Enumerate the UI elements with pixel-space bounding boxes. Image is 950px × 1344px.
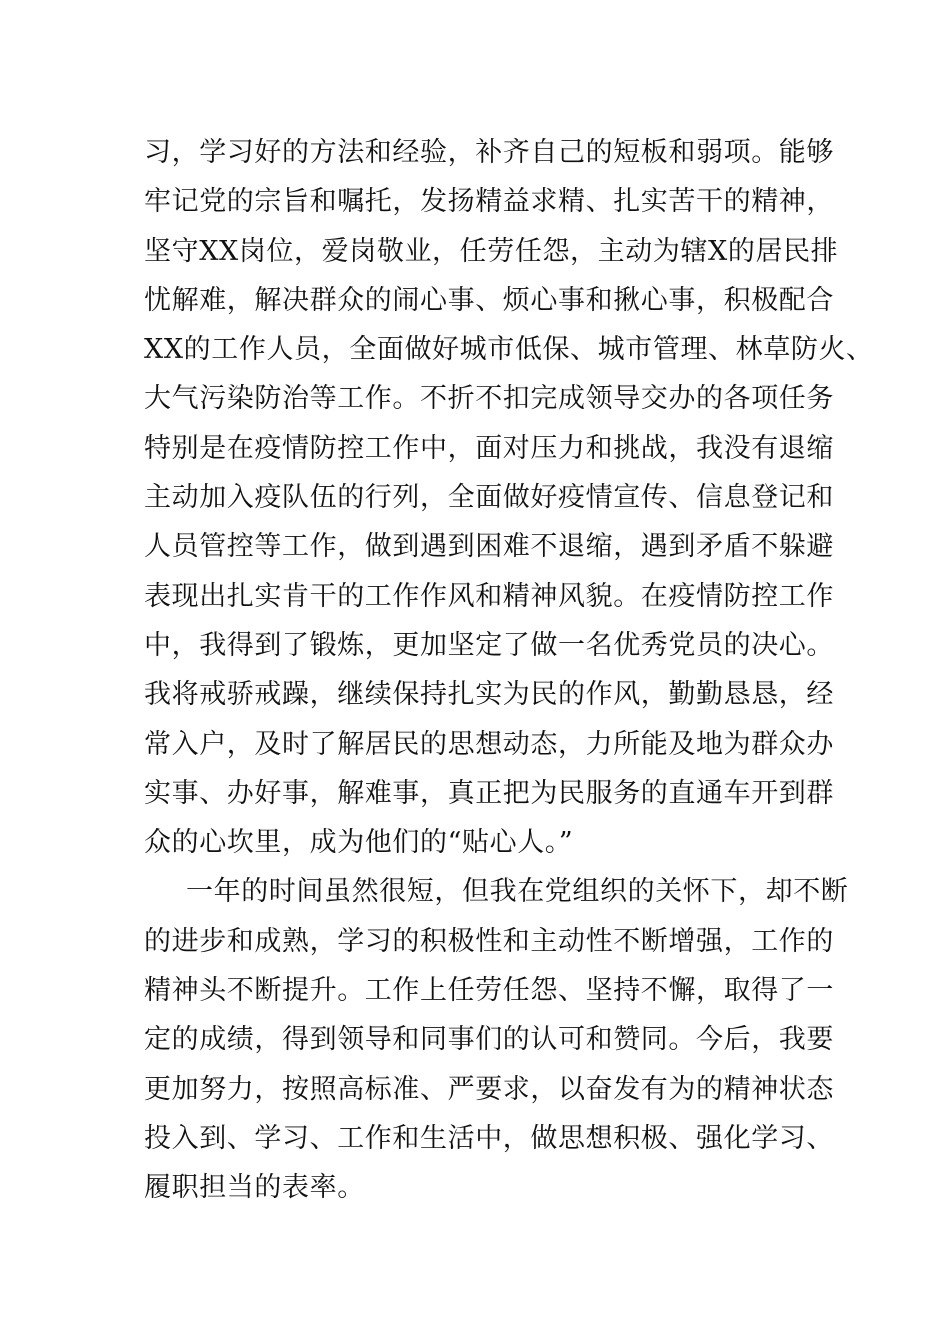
text-line: XX的工作人员，全面做好城市低保、城市管理、林草防火、 [144,334,874,366]
text-line: 牢记党的宗旨和嘱托，发扬精益求精、扎实苦干的精神， [144,186,834,218]
text-line: 大气污染防治等工作。不折不扣完成领导交办的各项任务 [144,383,834,415]
text-line: 更加努力，按照高标准、严要求，以奋发有为的精神状态 [144,1073,834,1105]
paragraph-1 [144,128,874,867]
text-line: 特别是在疫情防控工作中，面对压力和挑战，我没有退缩 [144,432,834,464]
text-line: 忧解难，解决群众的闹心事、烦心事和揪心事，积极配合 [144,284,834,316]
text-line: 习，学习好的方法和经验，补齐自己的短板和弱项。能够 [144,137,834,168]
text-line: 主动加入疫队伍的行列，全面做好疫情宣传、信息登记和 [144,482,834,514]
text-line: 人员管控等工作，做到遇到困难不退缩，遇到矛盾不躲避 [144,531,834,563]
text-line: 履职担当的表率。 [144,1172,365,1204]
text-line: 中，我得到了锻炼，更加坚定了做一名优秀党员的决心。 [144,629,834,661]
body-text [144,128,874,1213]
text-line: 常入户，及时了解居民的思想动态，力所能及地为群众办 [144,728,834,760]
text-line: 众的心坎里，成为他们的“贴心人。” [144,827,574,859]
text-line: 定的成绩，得到领导和同事们的认可和赞同。今后，我要 [144,1024,834,1056]
text-line: 我将戒骄戒躁，继续保持扎实为民的作风，勤勤恳恳，经 [144,679,834,711]
text-line: 坚守XX岗位，爱岗敬业，任劳任怨，主动为辖X的居民排 [144,235,839,267]
text-line: 实事、办好事，解难事，真正把为民服务的直通车开到群 [144,777,834,809]
text-line: 投入到、学习、工作和生活中，做思想积极、强化学习、 [144,1122,834,1154]
text-line: 的进步和成熟，学习的积极性和主动性不断增强，工作的 [144,925,834,957]
paragraph-2 [144,867,849,1212]
text-line: 精神头不断提升。工作上任劳任怨、坚持不懈，取得了一 [144,975,834,1007]
text-line: 表现出扎实肯干的工作作风和精神风貌。在疫情防控工作 [144,580,834,612]
text-line-indented: 一年的时间虽然很短，但我在党组织的关怀下，却不断 [186,876,849,908]
